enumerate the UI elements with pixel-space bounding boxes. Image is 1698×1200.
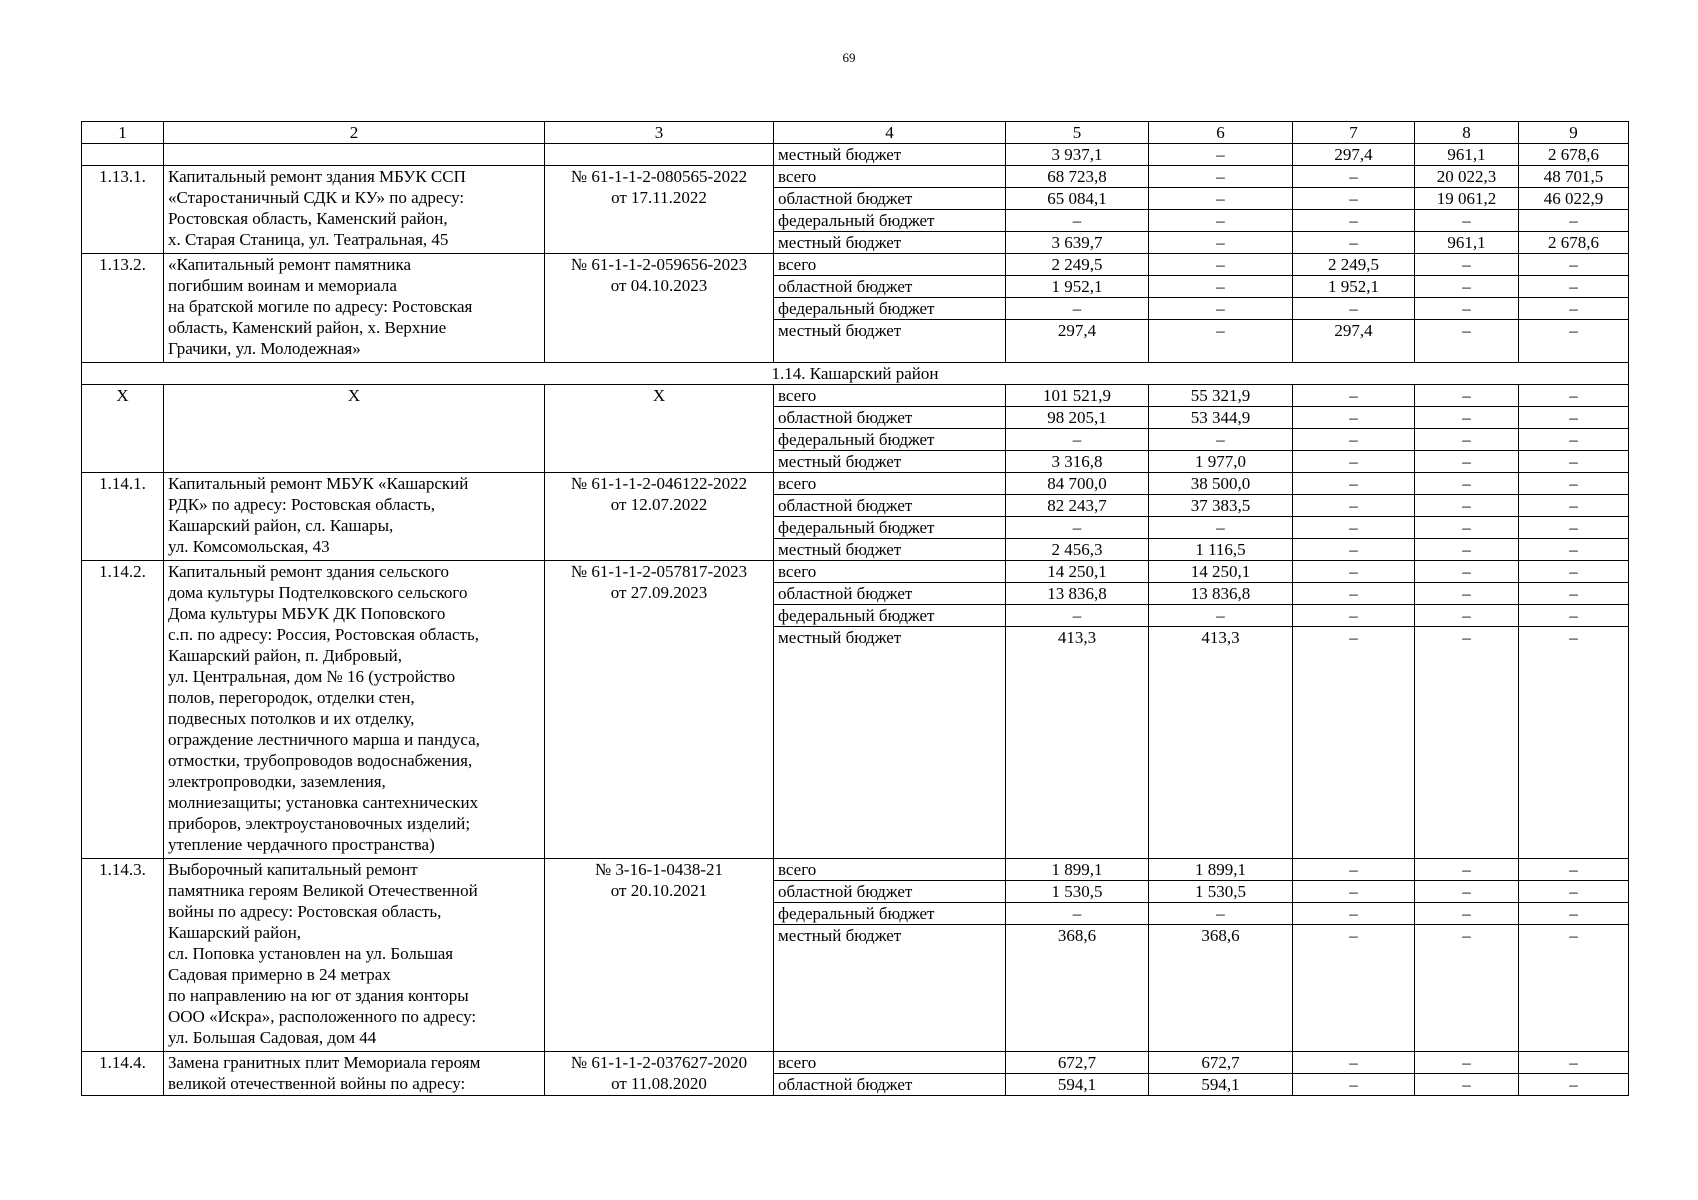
section-row: [82, 363, 1629, 385]
value-cell: –: [1149, 605, 1293, 627]
value-cell: –: [1415, 298, 1519, 320]
text-line: на братской могиле по адресу: Ростовская: [168, 297, 473, 316]
text-line: с.п. по адресу: Россия, Ростовская область,: [168, 625, 479, 644]
value-cell: –: [1293, 495, 1415, 517]
value-cell: 368,6: [1149, 925, 1293, 1052]
text-line: № 61-1-1-2-080565-2022: [570, 167, 748, 186]
approval-document: [545, 561, 774, 859]
value-cell: 101 521,9: [1006, 385, 1149, 407]
value-cell: –: [1415, 385, 1519, 407]
value-cell: –: [1293, 605, 1415, 627]
text-line: Дома культуры МБУК ДК Поповского: [168, 604, 446, 623]
text-line: отмостки, трубопроводов водоснабжения,: [168, 751, 473, 770]
empty-cell: [545, 144, 774, 166]
value-cell: –: [1519, 539, 1629, 561]
value-cell: –: [1293, 407, 1415, 429]
value-cell: 14 250,1: [1149, 561, 1293, 583]
table-row: [82, 473, 1629, 495]
budget-category: областной бюджет: [774, 407, 1006, 429]
value-cell: –: [1519, 903, 1629, 925]
value-cell: 297,4: [1006, 320, 1149, 363]
value-cell: –: [1415, 451, 1519, 473]
value-cell: –: [1293, 859, 1415, 881]
budget-category: всего: [774, 859, 1006, 881]
budget-category: всего: [774, 473, 1006, 495]
value-cell: 1 116,5: [1149, 539, 1293, 561]
col-number: 9: [1519, 122, 1629, 144]
text-line: великой отечественной войны по адресу:: [168, 1074, 466, 1093]
value-cell: –: [1519, 517, 1629, 539]
text-line: приборов, электроустановочных изделий;: [168, 814, 471, 833]
value-cell: 961,1: [1415, 232, 1519, 254]
value-cell: –: [1149, 144, 1293, 166]
value-cell: –: [1293, 188, 1415, 210]
budget-table: [81, 121, 1629, 1096]
text-line: № 61-1-1-2-059656-2023: [570, 255, 748, 274]
text-line: Грачики, ул. Молодежная»: [168, 339, 361, 358]
value-cell: –: [1006, 298, 1149, 320]
value-cell: –: [1519, 495, 1629, 517]
budget-category: местный бюджет: [774, 451, 1006, 473]
text-line: Капитальный ремонт МБУК «Кашарский: [168, 474, 469, 493]
value-cell: –: [1519, 276, 1629, 298]
item-description: [164, 166, 545, 254]
value-cell: 19 061,2: [1415, 188, 1519, 210]
value-cell: 3 639,7: [1006, 232, 1149, 254]
budget-category: местный бюджет: [774, 627, 1006, 859]
col-number: 1: [82, 122, 164, 144]
value-cell: 1 899,1: [1149, 859, 1293, 881]
value-cell: 413,3: [1006, 627, 1149, 859]
value-cell: 1 977,0: [1149, 451, 1293, 473]
budget-category: всего: [774, 254, 1006, 276]
text-line: памятника героям Великой Отечественной: [168, 881, 478, 900]
value-cell: 82 243,7: [1006, 495, 1149, 517]
text-line: Кашарский район, п. Дибровый,: [168, 646, 403, 665]
value-cell: –: [1415, 1074, 1519, 1096]
budget-category: федеральный бюджет: [774, 429, 1006, 451]
col-number: 8: [1415, 122, 1519, 144]
budget-category: областной бюджет: [774, 188, 1006, 210]
text-line: ограждение лестничного марша и пандуса,: [168, 730, 480, 749]
value-cell: 55 321,9: [1149, 385, 1293, 407]
text-line: № 61-1-1-2-057817-2023: [570, 562, 748, 581]
value-cell: 2 678,6: [1519, 232, 1629, 254]
budget-category: федеральный бюджет: [774, 903, 1006, 925]
item-number: 1.14.4.: [82, 1052, 164, 1096]
item-number: 1.14.1.: [82, 473, 164, 561]
value-cell: –: [1519, 605, 1629, 627]
value-cell: –: [1006, 517, 1149, 539]
value-cell: –: [1006, 903, 1149, 925]
value-cell: –: [1293, 627, 1415, 859]
item-description: [164, 561, 545, 859]
value-cell: 594,1: [1006, 1074, 1149, 1096]
value-cell: –: [1293, 539, 1415, 561]
value-cell: –: [1293, 210, 1415, 232]
value-cell: 2 249,5: [1293, 254, 1415, 276]
budget-category: местный бюджет: [774, 232, 1006, 254]
value-cell: –: [1293, 451, 1415, 473]
approval-document: [545, 859, 774, 1052]
approval-document: [545, 473, 774, 561]
value-cell: 1 899,1: [1006, 859, 1149, 881]
value-cell: –: [1415, 605, 1519, 627]
value-cell: –: [1415, 495, 1519, 517]
text-line: область, Каменский район, х. Верхние: [168, 318, 447, 337]
value-cell: –: [1293, 1074, 1415, 1096]
table-row: [82, 561, 1629, 583]
text-line: Замена гранитных плит Мемориала героям: [168, 1053, 481, 1072]
text-line: Ростовская область, Каменский район,: [168, 209, 448, 228]
value-cell: –: [1293, 298, 1415, 320]
text-line: от 27.09.2023: [610, 583, 708, 602]
value-cell: –: [1519, 320, 1629, 363]
text-line: ул. Большая Садовая, дом 44: [168, 1028, 377, 1047]
value-cell: 297,4: [1293, 144, 1415, 166]
column-number-row: [82, 122, 1629, 144]
budget-category: всего: [774, 561, 1006, 583]
text-line: Выборочный капитальный ремонт: [168, 860, 418, 879]
value-cell: –: [1519, 298, 1629, 320]
value-cell: 2 678,6: [1519, 144, 1629, 166]
text-line: полов, перегородок, отделки стен,: [168, 688, 415, 707]
value-cell: –: [1415, 254, 1519, 276]
table-row: [82, 859, 1629, 881]
text-line: «Старостаничный СДК и КУ» по адресу:: [168, 188, 465, 207]
empty-cell: [82, 144, 164, 166]
value-cell: –: [1149, 298, 1293, 320]
text-line: ул. Центральная, дом № 16 (устройство: [168, 667, 456, 686]
value-cell: –: [1293, 232, 1415, 254]
col-number: 3: [545, 122, 774, 144]
value-cell: –: [1519, 254, 1629, 276]
table-row: [82, 254, 1629, 276]
text-line: войны по адресу: Ростовская область,: [168, 902, 442, 921]
value-cell: 98 205,1: [1006, 407, 1149, 429]
item-description: [164, 254, 545, 363]
value-cell: 961,1: [1415, 144, 1519, 166]
value-cell: 68 723,8: [1006, 166, 1149, 188]
text-line: от 12.07.2022: [610, 495, 708, 514]
value-cell: 1 952,1: [1293, 276, 1415, 298]
text-line: «Капитальный ремонт памятника: [168, 255, 412, 274]
value-cell: 368,6: [1006, 925, 1149, 1052]
value-cell: –: [1006, 210, 1149, 232]
table-row: [82, 144, 1629, 166]
value-cell: –: [1415, 561, 1519, 583]
text-line: РДК» по адресу: Ростовская область,: [168, 495, 435, 514]
col-number: 4: [774, 122, 1006, 144]
value-cell: 297,4: [1293, 320, 1415, 363]
value-cell: –: [1415, 903, 1519, 925]
value-cell: 37 383,5: [1149, 495, 1293, 517]
value-cell: –: [1293, 473, 1415, 495]
value-cell: –: [1519, 561, 1629, 583]
text-line: Капитальный ремонт здания сельского: [168, 562, 450, 581]
budget-category: всего: [774, 385, 1006, 407]
value-cell: –: [1293, 583, 1415, 605]
budget-category: федеральный бюджет: [774, 605, 1006, 627]
value-cell: –: [1415, 925, 1519, 1052]
budget-category: областной бюджет: [774, 1074, 1006, 1096]
value-cell: 1 530,5: [1006, 881, 1149, 903]
value-cell: –: [1149, 276, 1293, 298]
approval-document: [545, 254, 774, 363]
item-number: 1.13.1.: [82, 166, 164, 254]
value-cell: 38 500,0: [1149, 473, 1293, 495]
value-cell: –: [1006, 429, 1149, 451]
text-line: от 11.08.2020: [611, 1074, 707, 1093]
value-cell: –: [1415, 627, 1519, 859]
section-title: 1.14. Кашарский район: [82, 363, 1629, 385]
table-body: [82, 122, 1629, 1096]
approval-document: [545, 166, 774, 254]
value-cell: –: [1415, 473, 1519, 495]
value-cell: –: [1519, 1074, 1629, 1096]
col-number: 5: [1006, 122, 1149, 144]
value-cell: 2 249,5: [1006, 254, 1149, 276]
value-cell: 14 250,1: [1006, 561, 1149, 583]
item-description: [164, 1052, 545, 1096]
budget-category: местный бюджет: [774, 144, 1006, 166]
text-line: по направлению на юг от здания конторы: [168, 986, 469, 1005]
value-cell: –: [1415, 1052, 1519, 1074]
value-cell: 84 700,0: [1006, 473, 1149, 495]
value-cell: –: [1519, 407, 1629, 429]
budget-category: федеральный бюджет: [774, 298, 1006, 320]
budget-category: федеральный бюджет: [774, 210, 1006, 232]
budget-category: всего: [774, 1052, 1006, 1074]
budget-category: областной бюджет: [774, 276, 1006, 298]
value-cell: 2 456,3: [1006, 539, 1149, 561]
approval-document: [545, 1052, 774, 1096]
budget-category: областной бюджет: [774, 881, 1006, 903]
value-cell: –: [1149, 166, 1293, 188]
text-line: Кашарский район, сл. Кашары,: [168, 516, 394, 535]
value-cell: –: [1519, 429, 1629, 451]
value-cell: –: [1149, 232, 1293, 254]
value-cell: –: [1293, 925, 1415, 1052]
text-line: подвесных потолков и их отделку,: [168, 709, 415, 728]
value-cell: 20 022,3: [1415, 166, 1519, 188]
text-line: Садовая примерно в 24 метрах: [168, 965, 391, 984]
text-line: утепление чердачного пространства): [168, 835, 435, 854]
table-row: [82, 385, 1629, 407]
value-cell: –: [1519, 473, 1629, 495]
text-line: погибшим воинам и мемориала: [168, 276, 397, 295]
value-cell: –: [1149, 188, 1293, 210]
value-cell: –: [1415, 407, 1519, 429]
text-line: № 61-1-1-2-037627-2020: [570, 1053, 748, 1072]
value-cell: –: [1415, 276, 1519, 298]
text-line: № 3-16-1-0438-21: [594, 860, 724, 879]
page-number: 69: [842, 50, 856, 65]
text-line: ул. Комсомольская, 43: [168, 537, 330, 556]
value-cell: –: [1415, 881, 1519, 903]
text-line: Капитальный ремонт здания МБУК ССП: [168, 167, 466, 186]
value-cell: –: [1293, 429, 1415, 451]
value-cell: 672,7: [1006, 1052, 1149, 1074]
value-cell: –: [1415, 583, 1519, 605]
text-line: ООО «Искра», расположенного по адресу:: [168, 1007, 477, 1026]
col-number: 7: [1293, 122, 1415, 144]
value-cell: 3 316,8: [1006, 451, 1149, 473]
text-line: молниезащиты; установка сантехнических: [168, 793, 479, 812]
value-cell: –: [1519, 210, 1629, 232]
value-cell: –: [1519, 385, 1629, 407]
value-cell: –: [1293, 881, 1415, 903]
value-cell: –: [1293, 517, 1415, 539]
x-mark: Х: [164, 385, 545, 473]
value-cell: 13 836,8: [1006, 583, 1149, 605]
x-mark: Х: [545, 385, 774, 473]
table-row: [82, 1052, 1629, 1074]
value-cell: –: [1415, 320, 1519, 363]
value-cell: –: [1519, 881, 1629, 903]
value-cell: 1 530,5: [1149, 881, 1293, 903]
value-cell: –: [1293, 166, 1415, 188]
budget-category: всего: [774, 166, 1006, 188]
value-cell: –: [1415, 429, 1519, 451]
budget-category: областной бюджет: [774, 495, 1006, 517]
text-line: дома культуры Подтелковского сельского: [168, 583, 468, 602]
value-cell: –: [1293, 1052, 1415, 1074]
text-line: сл. Поповка установлен на ул. Большая: [168, 944, 454, 963]
value-cell: 413,3: [1149, 627, 1293, 859]
value-cell: –: [1519, 859, 1629, 881]
x-mark: Х: [82, 385, 164, 473]
item-description: [164, 473, 545, 561]
value-cell: 13 836,8: [1149, 583, 1293, 605]
value-cell: 53 344,9: [1149, 407, 1293, 429]
value-cell: –: [1149, 429, 1293, 451]
value-cell: –: [1149, 320, 1293, 363]
value-cell: 594,1: [1149, 1074, 1293, 1096]
value-cell: 48 701,5: [1519, 166, 1629, 188]
text-line: от 17.11.2022: [611, 188, 707, 207]
text-line: № 61-1-1-2-046122-2022: [570, 474, 748, 493]
value-cell: –: [1149, 517, 1293, 539]
value-cell: –: [1519, 1052, 1629, 1074]
budget-category: местный бюджет: [774, 539, 1006, 561]
value-cell: –: [1293, 561, 1415, 583]
col-number: 2: [164, 122, 545, 144]
value-cell: –: [1149, 903, 1293, 925]
value-cell: –: [1519, 583, 1629, 605]
item-description: [164, 859, 545, 1052]
text-line: Кашарский район,: [168, 923, 302, 942]
budget-category: федеральный бюджет: [774, 517, 1006, 539]
col-number: 6: [1149, 122, 1293, 144]
item-number: 1.14.3.: [82, 859, 164, 1052]
budget-category: областной бюджет: [774, 583, 1006, 605]
value-cell: –: [1415, 210, 1519, 232]
value-cell: 3 937,1: [1006, 144, 1149, 166]
value-cell: –: [1415, 539, 1519, 561]
value-cell: 1 952,1: [1006, 276, 1149, 298]
table-row: [82, 166, 1629, 188]
item-number: 1.14.2.: [82, 561, 164, 859]
value-cell: –: [1006, 605, 1149, 627]
value-cell: 672,7: [1149, 1052, 1293, 1074]
value-cell: –: [1519, 925, 1629, 1052]
empty-cell: [164, 144, 545, 166]
text-line: электропроводки, заземления,: [168, 772, 386, 791]
budget-category: местный бюджет: [774, 925, 1006, 1052]
text-line: х. Старая Станица, ул. Театральная, 45: [168, 230, 449, 249]
value-cell: –: [1519, 627, 1629, 859]
value-cell: –: [1149, 210, 1293, 232]
value-cell: –: [1415, 517, 1519, 539]
value-cell: 46 022,9: [1519, 188, 1629, 210]
text-line: от 20.10.2021: [610, 881, 708, 900]
item-number: 1.13.2.: [82, 254, 164, 363]
budget-category: местный бюджет: [774, 320, 1006, 363]
text-line: от 04.10.2023: [610, 276, 708, 295]
value-cell: –: [1149, 254, 1293, 276]
value-cell: 65 084,1: [1006, 188, 1149, 210]
value-cell: –: [1415, 859, 1519, 881]
value-cell: –: [1293, 903, 1415, 925]
value-cell: –: [1519, 451, 1629, 473]
value-cell: –: [1293, 385, 1415, 407]
